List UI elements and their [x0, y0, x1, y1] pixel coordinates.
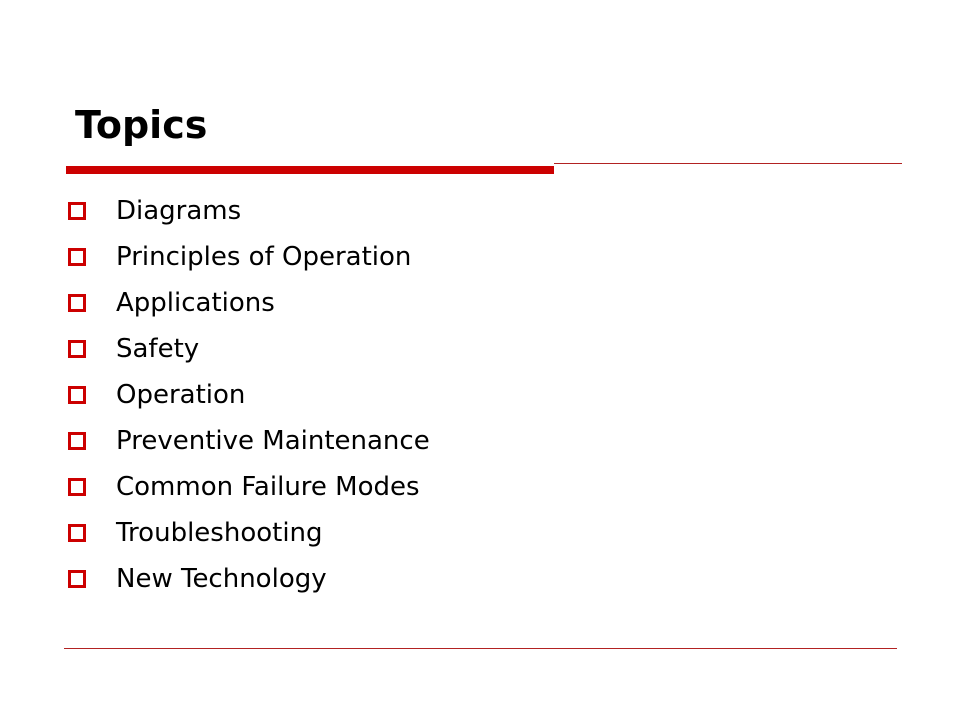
list-item: [68, 326, 430, 372]
hollow-square-icon: [68, 294, 86, 312]
list-item: [68, 418, 430, 464]
hollow-square-icon: [68, 340, 86, 358]
list-item: [68, 464, 430, 510]
title-underline-accent: [66, 166, 554, 174]
list-item: [68, 280, 430, 326]
topic-label: Common Failure Modes: [116, 472, 420, 502]
hollow-square-icon: [68, 432, 86, 450]
slide-title: Topics: [75, 103, 208, 147]
topic-label: New Technology: [116, 564, 327, 594]
topic-list: [68, 188, 430, 602]
title-underline-rule: [554, 163, 902, 164]
list-item: [68, 510, 430, 556]
hollow-square-icon: [68, 202, 86, 220]
footer-rule: [64, 648, 897, 649]
topic-label: Safety: [116, 334, 200, 364]
topic-label: Operation: [116, 380, 246, 410]
hollow-square-icon: [68, 478, 86, 496]
hollow-square-icon: [68, 524, 86, 542]
list-item: [68, 188, 430, 234]
hollow-square-icon: [68, 386, 86, 404]
list-item: [68, 556, 430, 602]
hollow-square-icon: [68, 248, 86, 266]
topic-label: Troubleshooting: [116, 518, 323, 548]
topic-label: Principles of Operation: [116, 242, 412, 272]
topic-label: Preventive Maintenance: [116, 426, 430, 456]
list-item: [68, 234, 430, 280]
topic-label: Applications: [116, 288, 275, 318]
hollow-square-icon: [68, 570, 86, 588]
list-item: [68, 372, 430, 418]
topic-label: Diagrams: [116, 196, 242, 226]
